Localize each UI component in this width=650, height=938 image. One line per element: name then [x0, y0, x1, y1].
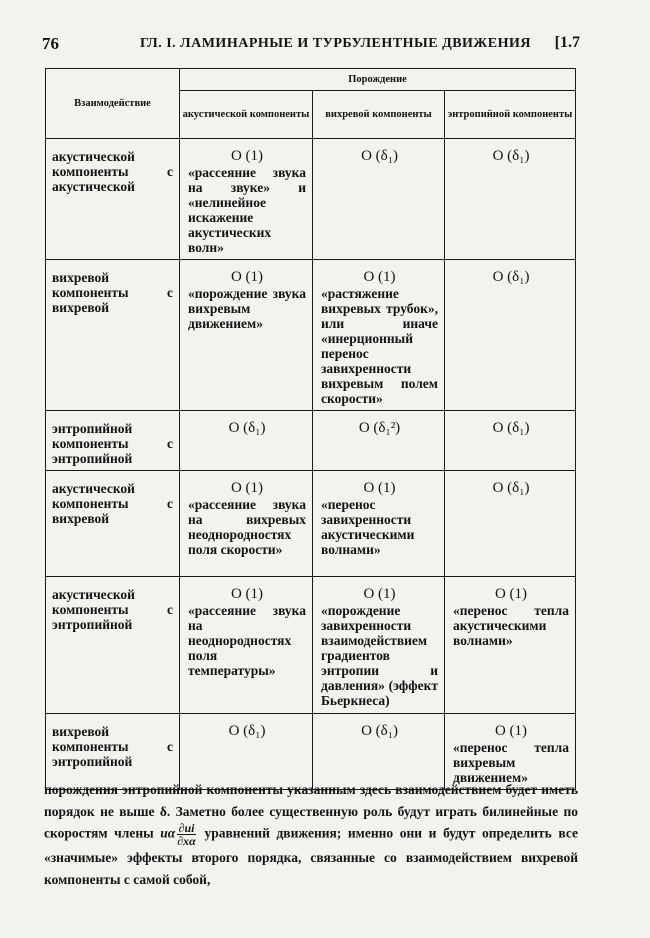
column-header: акустической компоненты [180, 91, 313, 139]
order-value: O (δ₁) [492, 480, 530, 496]
order-value: O (1) [494, 723, 528, 739]
order-value: O (1) [363, 480, 396, 496]
body-paragraph [44, 779, 578, 890]
table-cell [313, 260, 445, 411]
table-cell [313, 411, 445, 471]
table-cell [445, 139, 576, 260]
cell-description: «рассеяние звука на неоднородностях поля температуры» [188, 603, 306, 678]
order-value: O (δ₁²) [358, 420, 401, 436]
column-header: вихревой компоненты [313, 91, 445, 139]
cell-description: «перенос завихренности акустическими волнами» [321, 497, 415, 557]
table-cell [445, 471, 576, 577]
order-value: O (1) [494, 586, 528, 602]
table-cell [445, 577, 576, 714]
row-label: вихревой компоненты с вихревой [46, 260, 180, 411]
table-row [46, 577, 576, 714]
order-value: O (1) [363, 269, 396, 285]
row-label: акустической компоненты с вихревой [46, 471, 180, 577]
table-cell [445, 411, 576, 471]
cell-description: «перенос тепла вихревым движением» [453, 740, 570, 785]
table-cell [180, 471, 313, 577]
table-cell [180, 139, 313, 260]
table-cell [180, 260, 313, 411]
order-value: O (δ₁) [492, 420, 530, 436]
section-reference: [1.7 [554, 34, 580, 51]
row-label: акустической компоненты с акустической [46, 139, 180, 260]
order-value: O (δ₁) [361, 723, 398, 739]
paragraph-text-1: порождения энтропийной компоненты указанным здесь взаимодействием будет иметь порядок не выше δ. Заметно более существенную роль будут играть билинейные по скоростям члены [44, 782, 578, 841]
order-value: O (δ₁) [492, 269, 530, 285]
order-value: O (δ₁) [361, 148, 398, 164]
order-value: O (δ₁) [492, 148, 530, 164]
table-cell [180, 577, 313, 714]
interaction-table [45, 68, 576, 790]
column-header: энтропийной компоненты [445, 91, 576, 139]
row-header: Взаимодействие [46, 69, 180, 139]
table-row [46, 139, 576, 260]
cell-description: «рассеяние звука на звуке» и «нелинейное искажение акустических волн» [188, 165, 306, 255]
order-value: O (δ₁) [228, 723, 266, 739]
paragraph-text-2: уравнений движения; именно они и будут определить все «значимые» эффекты второго порядка, связанные со взаимодействием вихревой компоненты с самой собой, [44, 825, 579, 887]
table-row [46, 260, 576, 411]
fraction-numerator: ∂ui [178, 821, 195, 835]
order-value: O (1) [230, 148, 264, 164]
partial-derivative-fraction [177, 822, 196, 847]
order-value: O (δ₁) [228, 420, 266, 436]
cell-description: «порождение завихренности взаимодействием градиентов энтропии и давления» (эффект Бьеркнеса) [321, 603, 438, 708]
fraction-denominator: ∂xα [177, 834, 196, 848]
table-row [46, 471, 576, 577]
order-value: O (1) [230, 269, 264, 285]
row-label: вихревой компоненты с энтропийной [46, 714, 180, 790]
table-cell [445, 260, 576, 411]
order-value: O (1) [230, 480, 264, 496]
table-cell [313, 139, 445, 260]
cell-description: «порождение звука вихревым движением» [188, 286, 306, 331]
cell-description: «перенос тепла акустическими волнами» [453, 603, 570, 648]
math-variable: uα [160, 825, 176, 841]
row-label: энтропийной компоненты с энтропийной [46, 411, 180, 471]
row-label: акустической компоненты с энтропийной [46, 577, 180, 714]
running-title: ГЛ. I. ЛАМИНАРНЫЕ И ТУРБУЛЕНТНЫЕ ДВИЖЕНИЯ [140, 36, 531, 51]
order-value: O (1) [363, 586, 396, 602]
table-cell [313, 577, 445, 714]
page-number: 76 [42, 34, 59, 53]
order-value: O (1) [230, 586, 264, 602]
group-header: Порождение [180, 69, 576, 91]
table-cell [313, 471, 445, 577]
cell-description: «растяжение вихревых трубок», или иначе «инерционный перенос завихренности вихревым полем скорости» [321, 286, 438, 406]
cell-description: «рассеяние звука на вихревых неоднородностях поля скорости» [188, 497, 306, 557]
table-cell [180, 411, 313, 471]
page-header [42, 34, 580, 56]
table-row [46, 411, 576, 471]
